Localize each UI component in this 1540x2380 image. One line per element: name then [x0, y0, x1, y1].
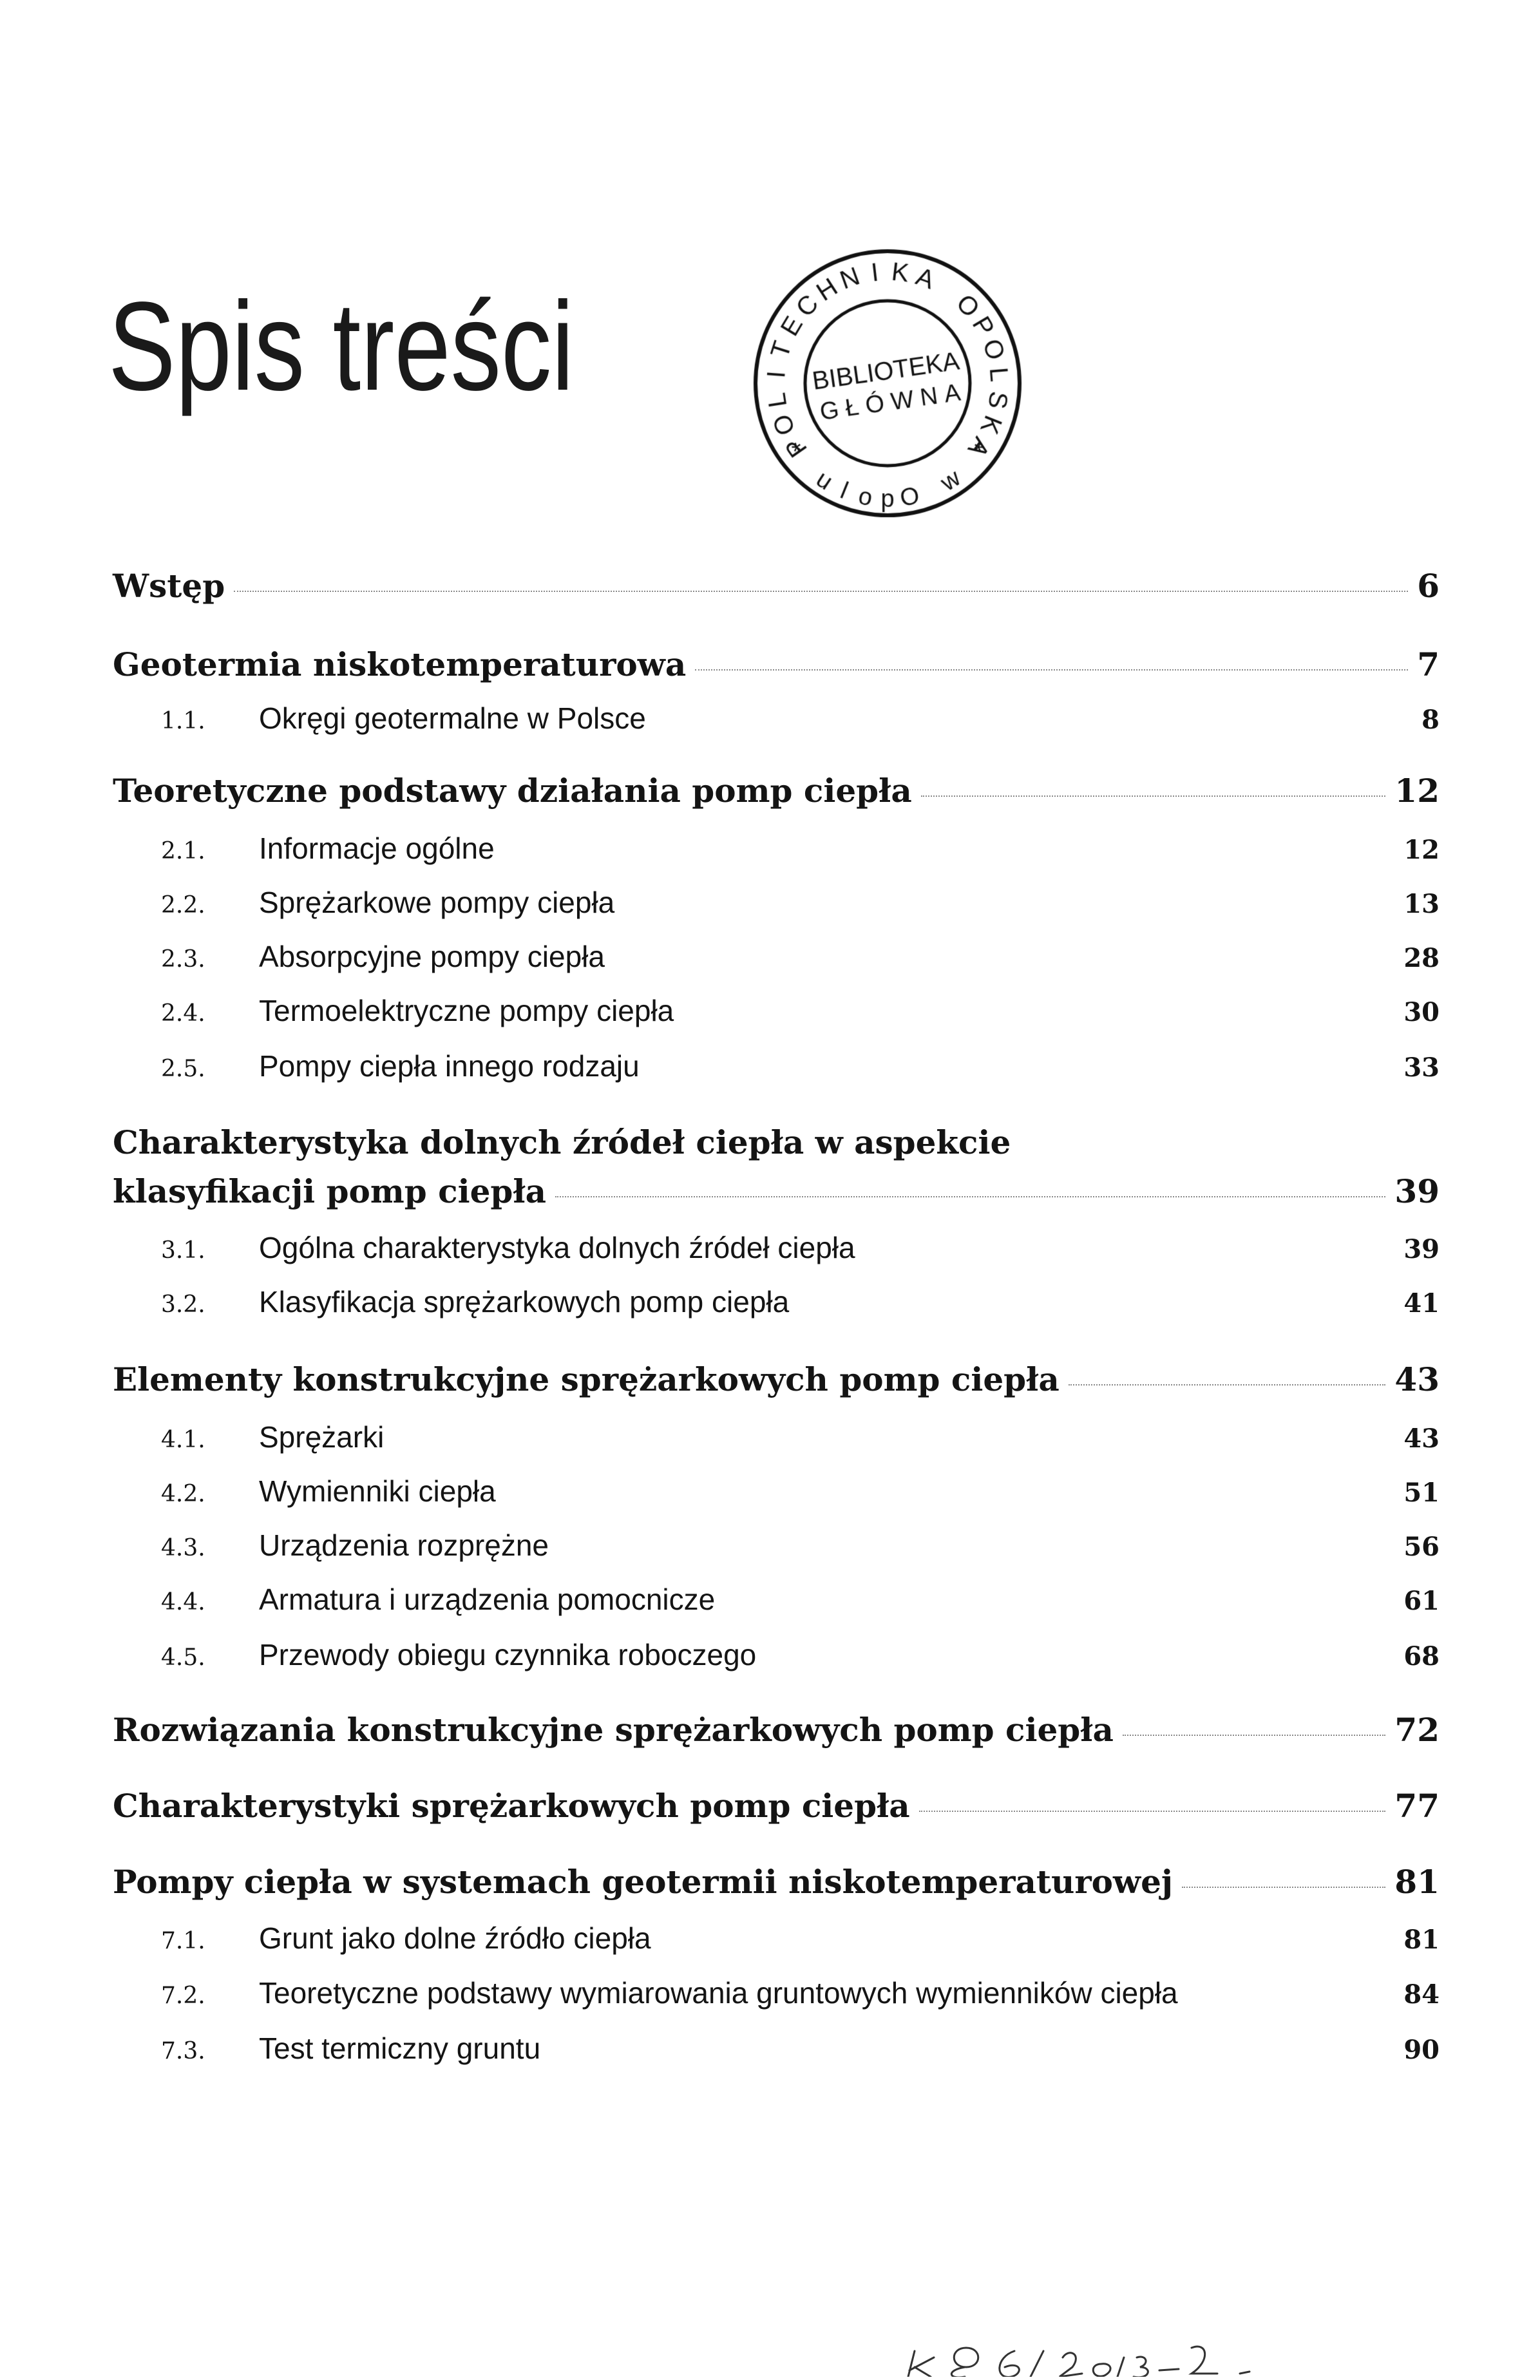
entry-title: Klasyfikacja sprężarkowych pomp ciepła: [259, 1285, 790, 1319]
page-number: 28: [1403, 943, 1440, 973]
toc-section-entry[interactable]: [161, 1637, 1440, 1672]
page-number: 68: [1403, 1641, 1440, 1671]
dotted-leader: [1182, 1887, 1385, 1888]
page-number: 81: [1403, 1925, 1440, 1955]
entry-title: Pompy ciepła innego rodzaju: [259, 1049, 640, 1083]
toc-section-entry[interactable]: [161, 701, 1440, 736]
toc-chapter-entry[interactable]: [113, 567, 1440, 605]
section-number: 2.5.: [161, 1056, 205, 1082]
toc-section-entry[interactable]: [161, 1975, 1440, 2010]
toc-chapter-entry[interactable]: [113, 1360, 1440, 1398]
toc-section-entry[interactable]: [161, 1921, 1440, 1956]
dotted-leader: [234, 591, 1408, 592]
entry-title: Przewody obiegu czynnika roboczego: [259, 1638, 757, 1671]
entry-title: Ogólna charakterystyka dolnych źródeł ciepła: [259, 1231, 855, 1264]
section-number: 2.3.: [161, 946, 205, 973]
page-number: 56: [1403, 1532, 1440, 1562]
toc-section-entry[interactable]: [161, 1284, 1440, 1319]
page-number: 13: [1403, 889, 1440, 919]
entry-title: Teoretyczne podstawy wymiarowania gruntowych wymienników ciepła: [259, 1976, 1178, 2010]
section-number: 7.2.: [161, 1983, 205, 2009]
toc-section-entry[interactable]: [161, 885, 1440, 920]
toc-section-entry[interactable]: [161, 993, 1440, 1028]
toc-section-entry[interactable]: [161, 1474, 1440, 1509]
dotted-leader: [555, 1196, 1385, 1197]
toc-section-entry[interactable]: [161, 1582, 1440, 1617]
toc-chapter-entry[interactable]: [113, 772, 1440, 810]
toc-chapter-entry[interactable]: [113, 645, 1440, 683]
toc-section-entry[interactable]: [161, 1420, 1440, 1454]
section-number: 3.1.: [161, 1237, 205, 1264]
toc-chapter-entry[interactable]: [113, 1172, 1440, 1210]
toc-section-entry[interactable]: [161, 1049, 1440, 1083]
entry-title: Termoelektryczne pompy ciepła: [259, 994, 674, 1027]
toc-chapter-title-line: Charakterystyka dolnych źródeł ciepła w aspekcie: [113, 1123, 1011, 1161]
page-number: 72: [1394, 1711, 1440, 1749]
page-number: 51: [1403, 1478, 1440, 1508]
toc-section-entry[interactable]: [161, 939, 1440, 974]
page-number: 43: [1403, 1423, 1440, 1454]
section-number: 4.5.: [161, 1644, 205, 1671]
entry-title: Informacje ogólne: [259, 832, 495, 865]
entry-title: Absorpcyjne pompy ciepła: [259, 940, 605, 973]
section-number: 4.4.: [161, 1589, 205, 1615]
page-number: 33: [1403, 1052, 1440, 1083]
entry-title: Wstęp: [113, 567, 225, 605]
page-title: Spis treści: [108, 276, 575, 417]
page-number: 7: [1417, 645, 1440, 683]
toc-section-entry[interactable]: [161, 1230, 1440, 1265]
handwritten-signature-note: [889, 2312, 1288, 2380]
toc-section-entry[interactable]: [161, 1528, 1440, 1563]
entry-title: Pompy ciepła w systemach geotermii niskotemperaturowej: [113, 1863, 1173, 1901]
entry-title: Sprężarki: [259, 1420, 385, 1454]
dotted-leader: [1123, 1735, 1386, 1736]
section-number: 4.2.: [161, 1481, 205, 1507]
dotted-leader: [919, 1811, 1386, 1812]
toc-section-entry[interactable]: [161, 2031, 1440, 2066]
section-number: 4.3.: [161, 1535, 205, 1561]
page-number: 30: [1403, 997, 1440, 1027]
page-number: 77: [1394, 1787, 1440, 1825]
toc-chapter-entry[interactable]: [113, 1787, 1440, 1825]
library-stamp: [746, 242, 1029, 525]
entry-title: Okręgi geotermalne w Polsce: [259, 701, 646, 735]
page-number: 8: [1421, 705, 1440, 735]
page-number: 90: [1403, 2035, 1440, 2065]
toc-chapter-entry[interactable]: [113, 1863, 1440, 1901]
page-number: 84: [1403, 1979, 1440, 2010]
page-number: 39: [1394, 1172, 1440, 1210]
page-number: 43: [1394, 1360, 1440, 1398]
entry-title: klasyfikacji pomp ciepła: [113, 1172, 546, 1210]
entry-title: Rozwiązania konstrukcyjne sprężarkowych pomp ciepła: [113, 1711, 1114, 1749]
page-number: 81: [1394, 1863, 1440, 1901]
dotted-leader: [1069, 1384, 1386, 1385]
page-number: 6: [1417, 567, 1440, 605]
entry-title: Grunt jako dolne źródło ciepła: [259, 1921, 651, 1955]
entry-title: Teoretyczne podstawy działania pomp ciepła: [113, 772, 912, 810]
entry-title: Wymienniki ciepła: [259, 1474, 496, 1508]
section-number: 3.2.: [161, 1291, 205, 1318]
toc-section-entry[interactable]: [161, 831, 1440, 866]
page-number: 41: [1403, 1288, 1440, 1319]
section-number: 2.4.: [161, 1000, 205, 1027]
section-number: 1.1.: [161, 708, 205, 734]
entry-title: Geotermia niskotemperaturowa: [113, 645, 687, 683]
entry-title: Charakterystyki sprężarkowych pomp ciepła: [113, 1787, 910, 1825]
entry-title: Elementy konstrukcyjne sprężarkowych pomp ciepła: [113, 1360, 1060, 1398]
page-number: 61: [1403, 1586, 1440, 1616]
section-number: 2.2.: [161, 892, 205, 919]
entry-title: Armatura i urządzenia pomocnicze: [259, 1583, 716, 1616]
page-number: 12: [1403, 835, 1440, 865]
toc-chapter-entry[interactable]: [113, 1711, 1440, 1749]
entry-title: Urządzenia rozprężne: [259, 1528, 549, 1562]
section-number: 7.1.: [161, 1928, 205, 1954]
page-number: 39: [1403, 1234, 1440, 1264]
entry-title: Sprężarkowe pompy ciepła: [259, 886, 615, 919]
section-number: 7.3.: [161, 2038, 205, 2064]
section-number: 2.1.: [161, 838, 205, 864]
dotted-leader: [921, 795, 1386, 797]
entry-title: Test termiczny gruntu: [259, 2032, 541, 2065]
page-number: 12: [1394, 772, 1440, 810]
dotted-leader: [695, 669, 1408, 671]
section-number: 4.1.: [161, 1427, 205, 1453]
